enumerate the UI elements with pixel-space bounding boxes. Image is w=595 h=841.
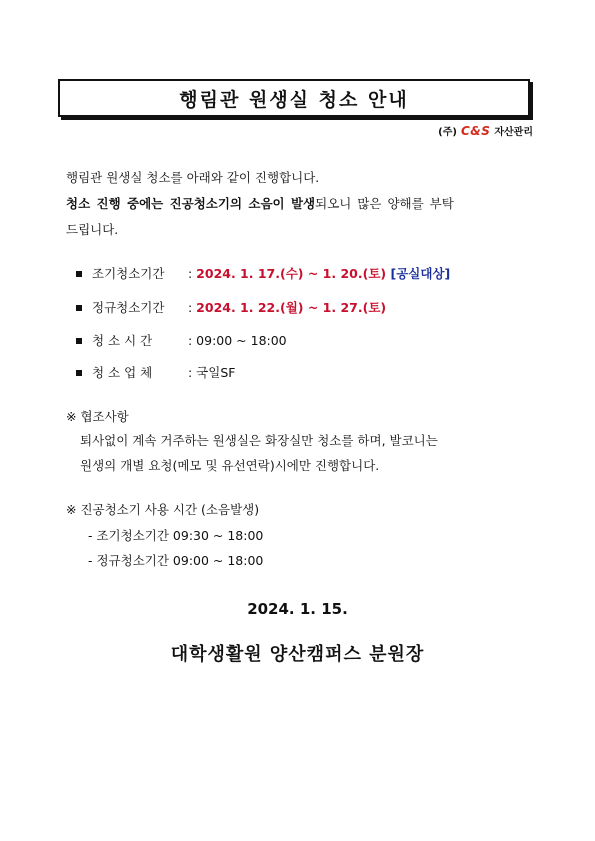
intro-line-2 xyxy=(66,196,454,212)
cooperation-line-2: 원생의 개별 요청(메모 및 유선연락)시에만 진행합니다. xyxy=(80,458,380,473)
intro-line-2-rest: 되오니 많은 양해를 부탁 xyxy=(315,196,454,211)
item-label: 청 소 업 체 xyxy=(92,365,153,380)
schedule-item xyxy=(76,333,287,349)
company-name: 자산관리 xyxy=(494,127,533,138)
item-value: 09:00 ~ 18:00 xyxy=(196,333,287,348)
issuing-organization: 대학생활원 양산캠퍼스 분원장 xyxy=(170,644,425,665)
vacuum-line-2: - 정규청소기간 09:00 ~ 18:00 xyxy=(88,553,264,568)
intro-line-1: 행림관 원생실 청소를 아래와 같이 진행합니다. xyxy=(66,170,320,185)
company-prefix: (주) xyxy=(438,127,457,138)
item-value: 국일SF xyxy=(196,365,236,380)
bullet-icon xyxy=(76,370,82,376)
schedule-item xyxy=(76,300,386,316)
vacuum-heading: ※ 진공청소기 사용 시간 (소음발생) xyxy=(66,502,260,517)
item-label: 청 소 시 간 xyxy=(92,333,153,348)
bullet-icon xyxy=(76,271,82,277)
intro-line-3: 드립니다. xyxy=(66,222,119,237)
item-sep: : xyxy=(184,365,197,380)
vacuum-line-1: - 조기청소기간 09:30 ~ 18:00 xyxy=(88,528,264,543)
item-value: 2024. 1. 22.(월) ~ 1. 27.(토) xyxy=(196,300,387,315)
schedule-item xyxy=(76,266,450,282)
item-label: 정규청소기간 xyxy=(92,300,165,315)
notice-date: 2024. 1. 15. xyxy=(247,600,348,618)
item-sep: : xyxy=(184,300,197,315)
item-value: 2024. 1. 17.(수) ~ 1. 20.(토) xyxy=(196,266,387,281)
item-sep: : xyxy=(184,333,197,348)
bullet-icon xyxy=(76,338,82,344)
item-label: 조기청소기간 xyxy=(92,266,165,281)
intro-noise-warning: 청소 진행 중에는 진공청소기의 소음이 발생 xyxy=(66,196,316,211)
company-logo xyxy=(438,123,533,138)
item-sep: : xyxy=(184,266,197,281)
schedule-item xyxy=(76,365,235,381)
bullet-icon xyxy=(76,305,82,311)
notice-title: 행림관 원생실 청소 안내 xyxy=(58,79,530,117)
company-logo-mark: C&S xyxy=(460,123,491,138)
item-extra: [공실대상] xyxy=(386,266,451,281)
cooperation-line-1: 퇴사없이 계속 거주하는 원생실은 화장실만 청소를 하며, 발코니는 xyxy=(80,433,438,448)
cooperation-heading: ※ 협조사항 xyxy=(66,409,129,424)
